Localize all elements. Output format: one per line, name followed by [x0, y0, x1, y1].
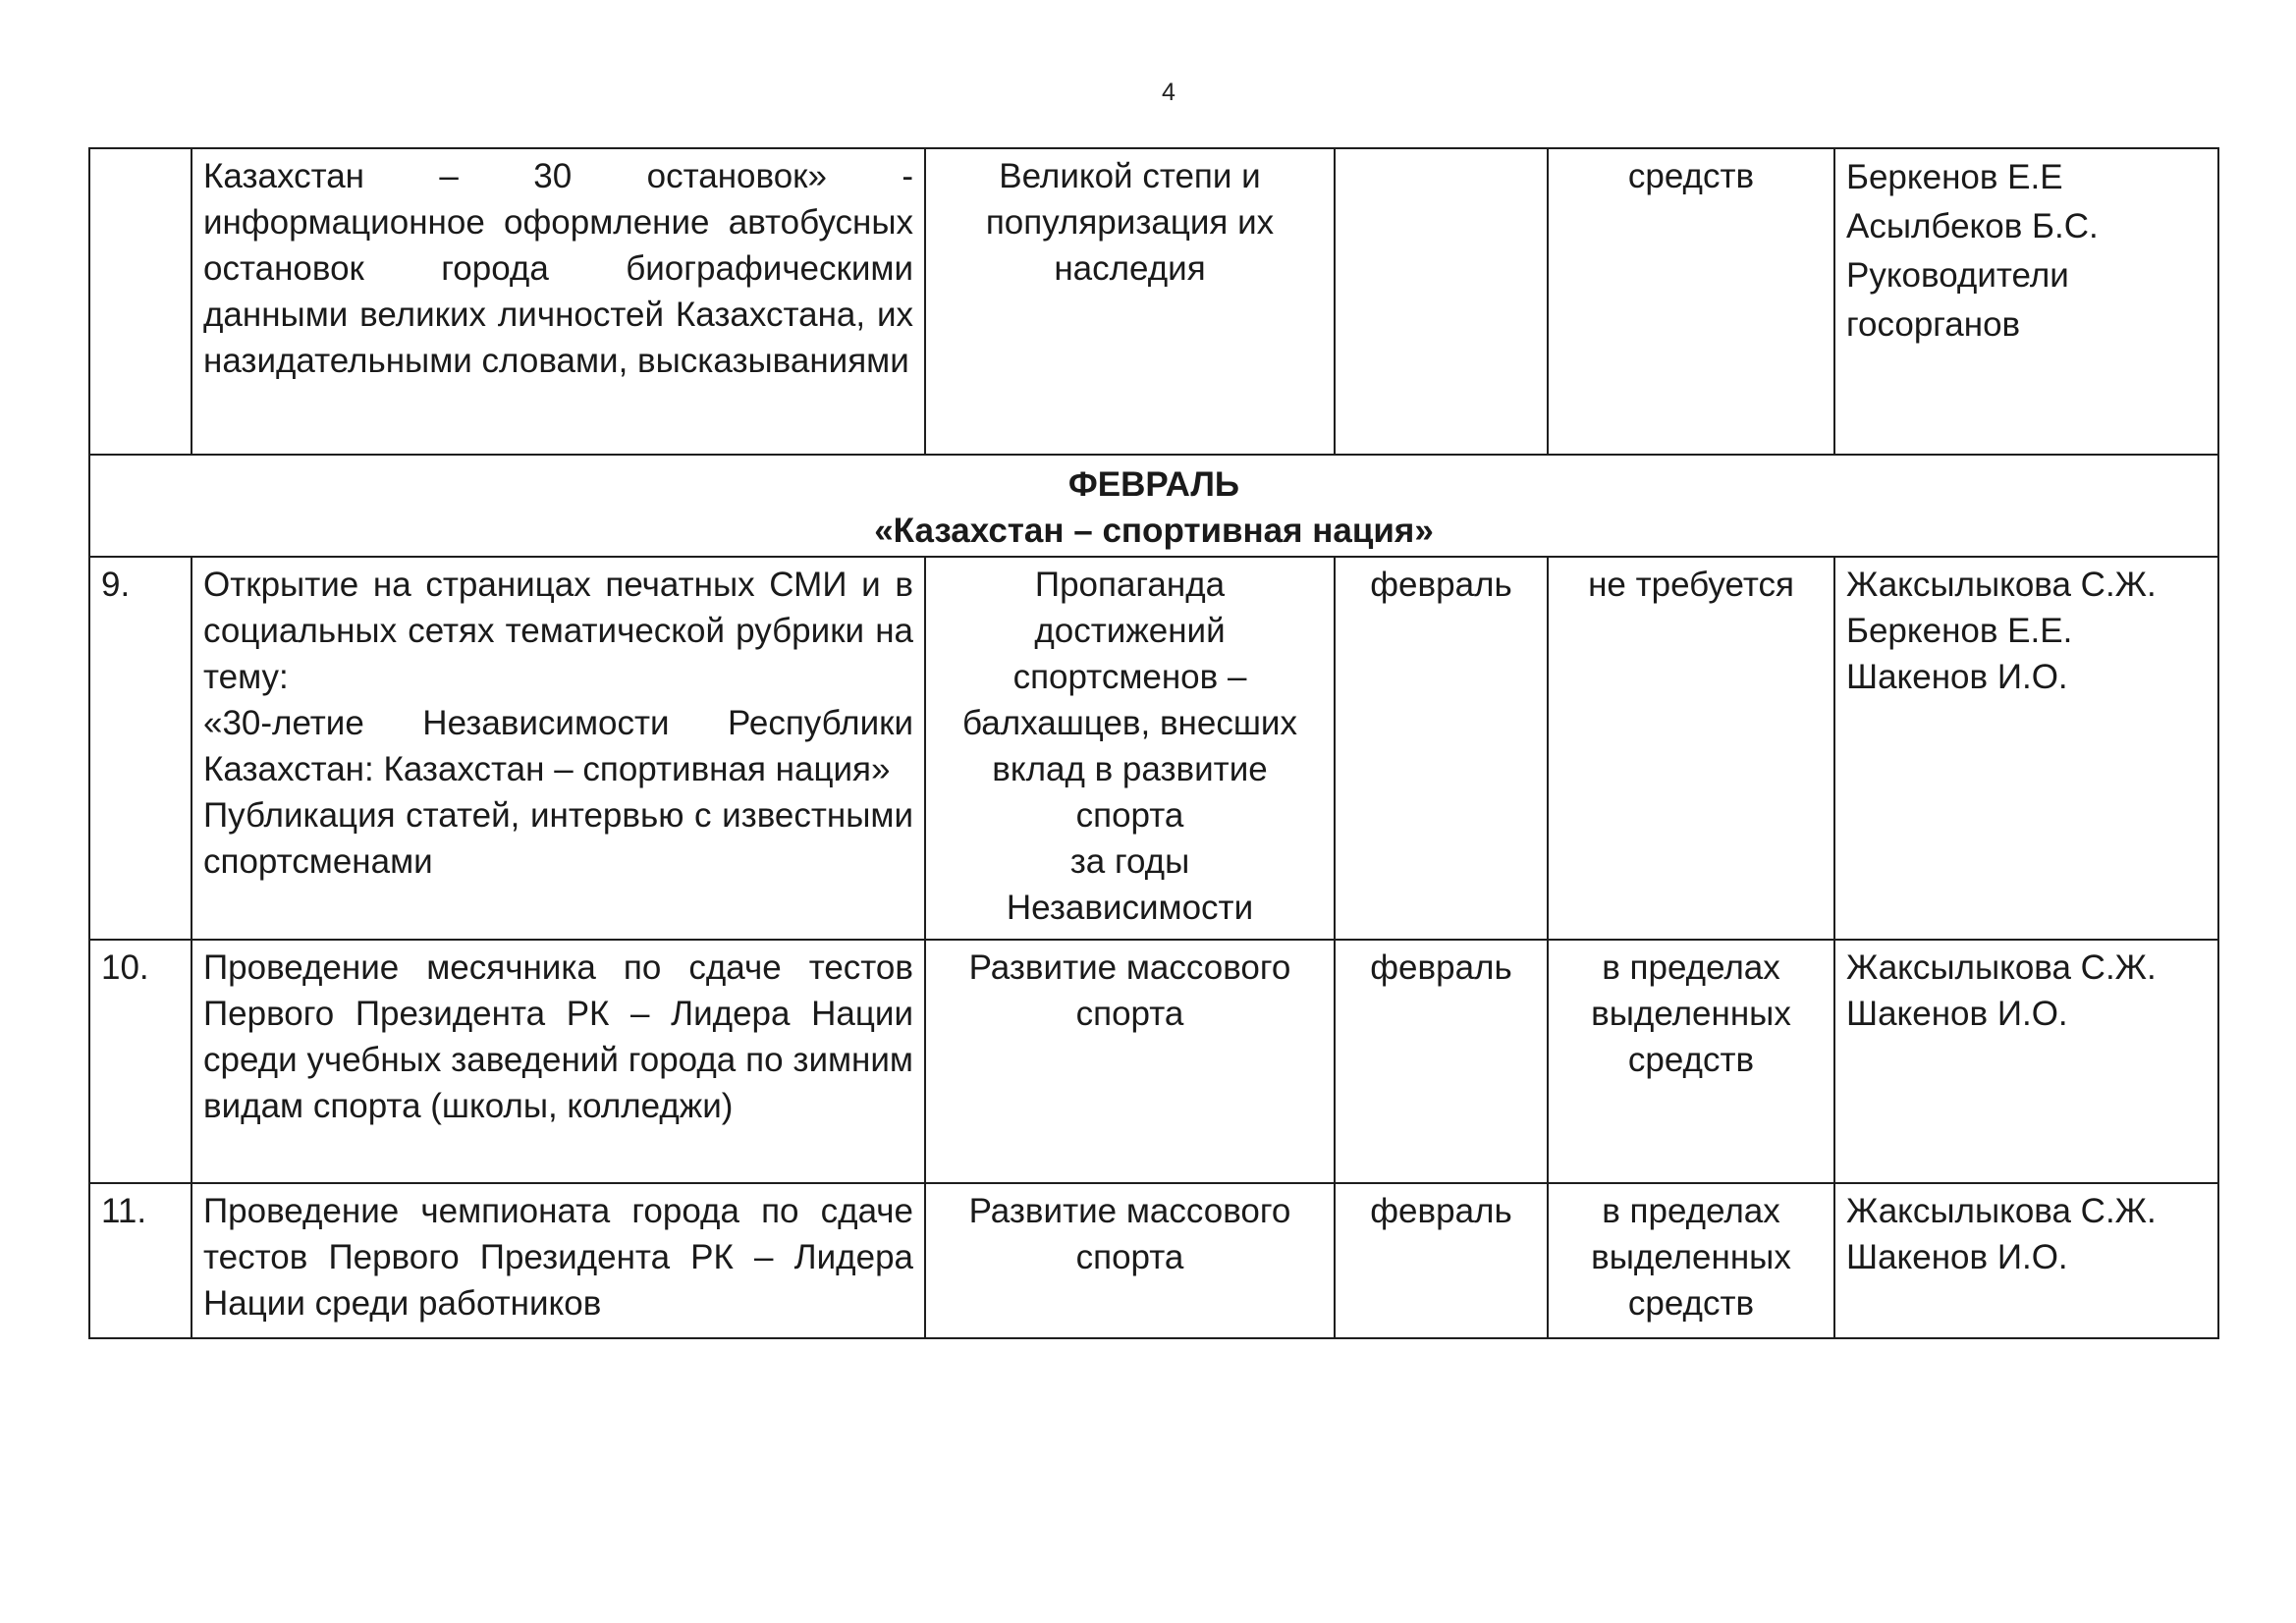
- table-row: [89, 1183, 2218, 1338]
- cell-financing: [1548, 1183, 1834, 1338]
- cell-goal: [925, 557, 1335, 940]
- section-month: ФЕВРАЛЬ: [1067, 465, 1240, 504]
- cell-event: [191, 148, 925, 455]
- cell-number: 10.: [89, 940, 191, 1183]
- goal-line: за годы: [1069, 842, 1190, 881]
- goal-line: Пропаганда: [1034, 566, 1226, 604]
- financing-line: средств: [1627, 1041, 1755, 1079]
- financing-line: средств: [1627, 157, 1755, 195]
- cell-number: [89, 148, 191, 455]
- event-paragraph: Публикация статей, интервью с известными спортсменами: [203, 796, 913, 881]
- goal-line: вклад в развитие: [992, 750, 1268, 788]
- goal-line: достижений: [1034, 612, 1226, 650]
- cell-goal: [925, 940, 1335, 1183]
- section-header: [89, 455, 2218, 557]
- section-header-row: [89, 455, 2218, 557]
- event-text: Казахстан – 30 остановок» - информационное оформление автобусных остановок города биографическими данными великих личностей Казахстана, их назидательными словами, высказываниями: [203, 157, 913, 380]
- goal-line: наследия: [1054, 249, 1206, 288]
- financing-line: в пределах: [1602, 948, 1780, 987]
- cell-responsible: [1834, 1183, 2218, 1338]
- financing-line: средств: [1627, 1284, 1755, 1323]
- financing-line: не требуется: [1588, 566, 1794, 604]
- cell-goal: [925, 1183, 1335, 1338]
- event-paragraph: Проведение месячника по сдаче тестов Первого Президента РК – Лидера Нации среди учебных заведений города по зимним видам спорта (школы, колледжи): [203, 948, 913, 1125]
- event-paragraph: Проведение чемпионата города по сдаче тестов Первого Президента РК – Лидера Нации среди работников: [203, 1192, 913, 1323]
- goal-line: Великой степи и: [999, 157, 1261, 195]
- event-paragraph: «30-летие Независимости Республики Казахстан: Казахстан – спортивная нация»: [203, 704, 913, 788]
- goal-line: спорта: [1075, 1238, 1184, 1276]
- goal-line: спорта: [1075, 796, 1184, 835]
- cell-financing: [1548, 557, 1834, 940]
- responsible-name: Беркенов Е.Е: [1846, 158, 2063, 196]
- events-plan-table: [88, 147, 2219, 1339]
- goal-line: популяризация их: [985, 203, 1275, 242]
- goal-line: спортсменов –: [1012, 658, 1247, 696]
- cell-goal: [925, 148, 1335, 455]
- financing-line: в пределах: [1602, 1192, 1780, 1230]
- cell-date: февраль: [1335, 557, 1548, 940]
- page-number: 4: [1162, 79, 1175, 106]
- responsible-name: Шакенов И.О.: [1846, 1238, 2068, 1276]
- financing-line: выделенных: [1591, 1238, 1791, 1276]
- responsible-name: Беркенов Е.Е.: [1846, 612, 2073, 650]
- goal-line: спорта: [1075, 995, 1184, 1033]
- cell-financing: [1548, 940, 1834, 1183]
- table-row: [89, 940, 2218, 1183]
- responsible-name: Асылбеков Б.С.: [1846, 207, 2099, 245]
- responsible-name: Руководители: [1846, 256, 2069, 295]
- responsible-name: Шакенов И.О.: [1846, 995, 2068, 1033]
- cell-date: [1335, 148, 1548, 455]
- responsible-name: Жаксылыкова С.Ж.: [1846, 566, 2157, 604]
- cell-responsible: [1834, 940, 2218, 1183]
- section-theme: «Казахстан – спортивная нация»: [874, 512, 1434, 550]
- cell-responsible: [1834, 148, 2218, 455]
- cell-responsible: [1834, 557, 2218, 940]
- financing-line: выделенных: [1591, 995, 1791, 1033]
- cell-event: [191, 1183, 925, 1338]
- cell-date: февраль: [1335, 1183, 1548, 1338]
- goal-line: балхашцев, внесших: [962, 704, 1297, 742]
- cell-event: [191, 940, 925, 1183]
- event-paragraph: Открытие на страницах печатных СМИ и в социальных сетях тематической рубрики на тему:: [203, 566, 913, 696]
- cell-date: февраль: [1335, 940, 1548, 1183]
- goal-line: Развитие массового: [968, 1192, 1291, 1230]
- goal-line: Независимости: [1006, 889, 1254, 927]
- table-row: [89, 557, 2218, 940]
- responsible-name: Шакенов И.О.: [1846, 658, 2068, 696]
- cell-financing: [1548, 148, 1834, 455]
- cell-number: 9.: [89, 557, 191, 940]
- cell-number: 11.: [89, 1183, 191, 1338]
- table-row-continued: [89, 148, 2218, 455]
- responsible-name: Жаксылыкова С.Ж.: [1846, 948, 2157, 987]
- cell-event: [191, 557, 925, 940]
- goal-line: Развитие массового: [968, 948, 1291, 987]
- responsible-name: госорганов: [1846, 305, 2021, 344]
- responsible-name: Жаксылыкова С.Ж.: [1846, 1192, 2157, 1230]
